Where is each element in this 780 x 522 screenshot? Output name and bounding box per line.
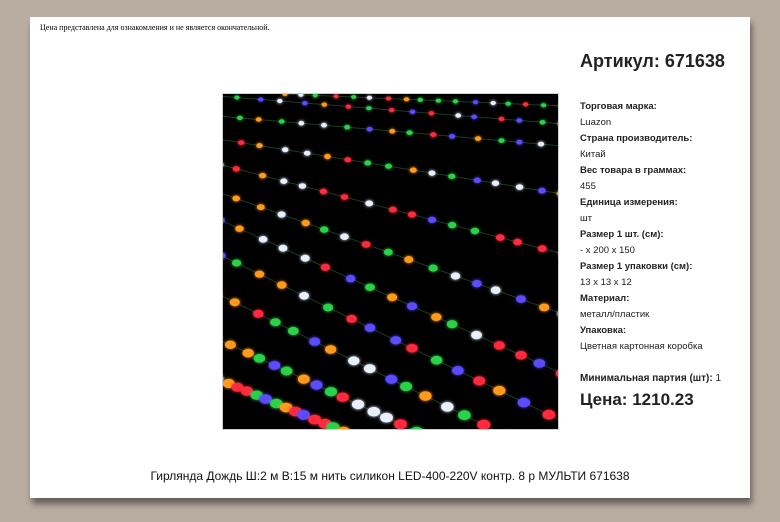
- led-bulb: [390, 336, 401, 344]
- led-bulb: [429, 111, 435, 115]
- led-bulb: [255, 271, 264, 278]
- spec-label: Размер 1 упаковки (см):: [580, 261, 693, 272]
- led-bulb: [538, 188, 545, 194]
- led-bulb: [496, 234, 505, 241]
- led-bulb: [387, 294, 397, 302]
- led-bulb: [472, 280, 482, 287]
- led-bulb: [351, 95, 356, 99]
- led-bulb: [384, 249, 393, 256]
- led-bulb: [386, 97, 391, 101]
- led-bulb: [389, 129, 395, 134]
- led-bulb: [258, 98, 263, 102]
- led-bulb: [282, 147, 288, 152]
- led-bulb: [254, 354, 265, 363]
- led-bulb: [389, 207, 397, 213]
- led-bulb: [473, 376, 485, 385]
- spec-value: металл/пластик: [580, 309, 650, 320]
- led-bulb: [362, 241, 371, 248]
- led-bulb: [471, 115, 477, 119]
- led-bulb: [471, 331, 482, 339]
- led-bulb: [474, 178, 481, 184]
- led-bulb: [471, 228, 479, 234]
- product-photo: [222, 93, 559, 430]
- price: [580, 390, 694, 410]
- price-label: Цена:: [580, 390, 628, 409]
- led-bulb: [278, 211, 286, 217]
- led-bulb: [225, 341, 236, 349]
- led-bulb: [540, 120, 546, 125]
- led-bulb: [385, 164, 392, 169]
- led-bulb: [408, 212, 416, 218]
- led-bulb: [280, 178, 287, 184]
- led-bulb: [518, 398, 530, 408]
- led-bulb: [539, 304, 549, 312]
- led-bulb: [321, 123, 327, 128]
- led-bulb: [299, 292, 309, 300]
- led-bulb: [352, 400, 364, 410]
- led-bulb: [279, 245, 288, 252]
- price-value: 1210.23: [632, 390, 694, 409]
- led-bulb: [441, 402, 453, 412]
- spec-value: Китай: [580, 149, 606, 160]
- led-bulb: [404, 97, 409, 101]
- garland-wire: [223, 379, 373, 429]
- led-bulb: [234, 96, 239, 100]
- led-bulb: [449, 134, 455, 139]
- led-bulb: [279, 119, 285, 123]
- led-bulb: [448, 222, 456, 228]
- spec-label: Вес товара в граммах:: [580, 165, 687, 176]
- led-bulb: [558, 310, 559, 318]
- led-bulb: [344, 125, 350, 130]
- led-bulb: [543, 410, 556, 420]
- spec-value: 13 х 13 х 12: [580, 277, 632, 288]
- led-bulb: [516, 118, 522, 122]
- led-bulb: [259, 394, 271, 403]
- led-bulb: [386, 375, 398, 384]
- led-bulb: [410, 110, 416, 114]
- led-bulb: [298, 94, 303, 97]
- led-bulb: [556, 369, 558, 378]
- led-bulb: [418, 98, 423, 102]
- led-bulb: [458, 410, 471, 420]
- led-bulb: [516, 295, 526, 303]
- led-bulb: [301, 255, 310, 262]
- led-bulb: [516, 184, 523, 190]
- led-bulb: [233, 166, 240, 171]
- spec-label: Страна производитель:: [580, 133, 693, 144]
- spec-label: Упаковка:: [580, 325, 627, 336]
- article-value: 671638: [664, 51, 725, 71]
- led-bulb: [429, 265, 438, 272]
- led-bulb: [431, 313, 441, 321]
- led-bulb: [298, 375, 310, 384]
- led-bulb: [230, 298, 240, 306]
- led-bulb: [419, 391, 431, 400]
- led-bulb: [297, 410, 310, 420]
- spec-value: шт: [580, 213, 592, 224]
- led-bulb: [538, 245, 547, 252]
- led-bulb: [430, 132, 436, 137]
- led-bulb: [538, 142, 544, 147]
- led-bulb: [302, 220, 310, 226]
- led-bulb: [325, 345, 336, 354]
- led-bulb: [523, 102, 528, 106]
- led-bulb: [348, 356, 359, 365]
- led-bulb: [237, 116, 243, 120]
- article-number: [580, 51, 725, 72]
- led-bulb: [394, 419, 407, 429]
- led-bulb: [320, 189, 327, 195]
- led-bulb: [428, 217, 436, 223]
- led-bulb: [269, 361, 281, 370]
- min-batch: [580, 373, 721, 384]
- led-bulb: [404, 256, 413, 263]
- led-bulb: [473, 100, 478, 104]
- led-bulb: [491, 101, 496, 105]
- spec-label: Торговая марка:: [580, 101, 657, 112]
- led-bulb: [513, 239, 522, 246]
- led-bulb: [238, 140, 244, 145]
- led-bulb: [277, 99, 282, 103]
- led-bulb: [368, 407, 381, 417]
- led-bulb: [410, 167, 417, 172]
- spec-label: Единица измерения:: [580, 197, 678, 208]
- led-bulb: [365, 284, 375, 291]
- led-bulb: [256, 143, 262, 148]
- led-bulb: [324, 154, 331, 159]
- garland-wire: [223, 254, 558, 424]
- led-bulb: [325, 387, 337, 396]
- led-bulb: [407, 130, 413, 135]
- led-bulb: [516, 351, 527, 360]
- led-bulb: [337, 393, 349, 402]
- led-bulb: [452, 366, 464, 375]
- led-bulb: [323, 304, 333, 312]
- led-bulb: [346, 275, 355, 282]
- led-bulb: [282, 94, 287, 96]
- led-bulb: [257, 204, 265, 210]
- spec-list: [580, 99, 745, 355]
- spec-value: Цветная картонная коробка: [580, 341, 703, 352]
- led-bulb: [346, 315, 356, 323]
- led-bulb: [281, 367, 293, 376]
- article-label: Артикул:: [580, 51, 660, 71]
- led-bulb: [455, 113, 461, 117]
- led-bulb: [364, 364, 376, 373]
- led-bulb: [344, 157, 351, 162]
- led-bulb: [447, 320, 458, 328]
- led-bulb: [516, 140, 522, 145]
- led-bulb: [557, 191, 558, 197]
- led-bulb: [436, 99, 441, 103]
- led-bulb: [410, 427, 423, 429]
- led-bulb: [498, 138, 504, 143]
- spec-label: Материал:: [580, 293, 630, 304]
- led-bulb: [475, 136, 481, 141]
- led-bulb: [534, 359, 545, 368]
- led-bulb: [400, 382, 412, 391]
- led-bulb: [448, 174, 455, 179]
- led-bulb: [235, 226, 243, 232]
- led-bulb: [321, 264, 330, 271]
- spec-value: Luazon: [580, 117, 612, 128]
- led-bulb: [298, 121, 304, 126]
- led-bulb: [320, 226, 328, 232]
- led-bulb: [270, 318, 281, 326]
- led-bulb: [365, 324, 376, 332]
- led-bulb: [477, 420, 490, 429]
- spec-value: 455: [580, 181, 596, 192]
- led-bulb: [299, 183, 306, 189]
- led-bulb: [407, 302, 417, 310]
- led-bulb: [431, 356, 442, 365]
- led-garland-image: [223, 94, 558, 429]
- led-bulb: [232, 196, 240, 202]
- led-bulb: [341, 194, 349, 200]
- led-bulb: [288, 327, 299, 335]
- min-batch-value: 1: [715, 373, 722, 384]
- led-bulb: [494, 341, 505, 350]
- product-title: Гирлянда Дождь Ш:2 м В:15 м нить силикон LED-400-220V контр. 8 р МУЛЬТИ 671638: [150, 469, 630, 483]
- led-bulb: [311, 380, 323, 389]
- led-bulb: [334, 94, 339, 98]
- led-bulb: [406, 344, 417, 353]
- spec-value: - х 200 х 150: [580, 245, 635, 256]
- led-bulb: [253, 310, 263, 318]
- led-bulb: [256, 117, 262, 121]
- led-bulb: [499, 117, 505, 121]
- led-bulb: [506, 102, 511, 106]
- led-bulb: [313, 94, 318, 97]
- led-bulb: [389, 108, 395, 112]
- led-bulb: [367, 96, 372, 100]
- led-bulb: [453, 99, 458, 103]
- led-bulb: [243, 349, 254, 358]
- led-bulb: [309, 337, 320, 345]
- led-bulb: [367, 127, 373, 132]
- led-bulb: [541, 103, 546, 107]
- led-bulb: [492, 180, 499, 186]
- led-bulb: [340, 233, 349, 240]
- led-bulb: [380, 413, 393, 423]
- led-bulb: [451, 272, 460, 279]
- led-bulb: [259, 173, 266, 178]
- led-bulb: [366, 106, 372, 110]
- led-bulb: [346, 105, 351, 109]
- led-bulb: [322, 103, 327, 107]
- led-bulb: [232, 260, 241, 267]
- led-bulb: [493, 386, 505, 395]
- led-bulb: [277, 281, 287, 288]
- led-bulb: [304, 151, 311, 156]
- led-bulb: [365, 200, 373, 206]
- led-bulb: [364, 160, 371, 165]
- product-sheet: [30, 17, 750, 498]
- led-bulb: [429, 170, 436, 175]
- led-bulb: [302, 101, 307, 105]
- price-disclaimer: Цена представлена для ознакомления и не является окончательной.: [40, 23, 270, 32]
- led-bulb: [259, 236, 268, 243]
- spec-label: Размер 1 шт. (см):: [580, 229, 664, 240]
- led-bulb: [491, 286, 501, 294]
- min-batch-label: Минимальная партия (шт):: [580, 373, 713, 384]
- led-bulb: [223, 162, 224, 167]
